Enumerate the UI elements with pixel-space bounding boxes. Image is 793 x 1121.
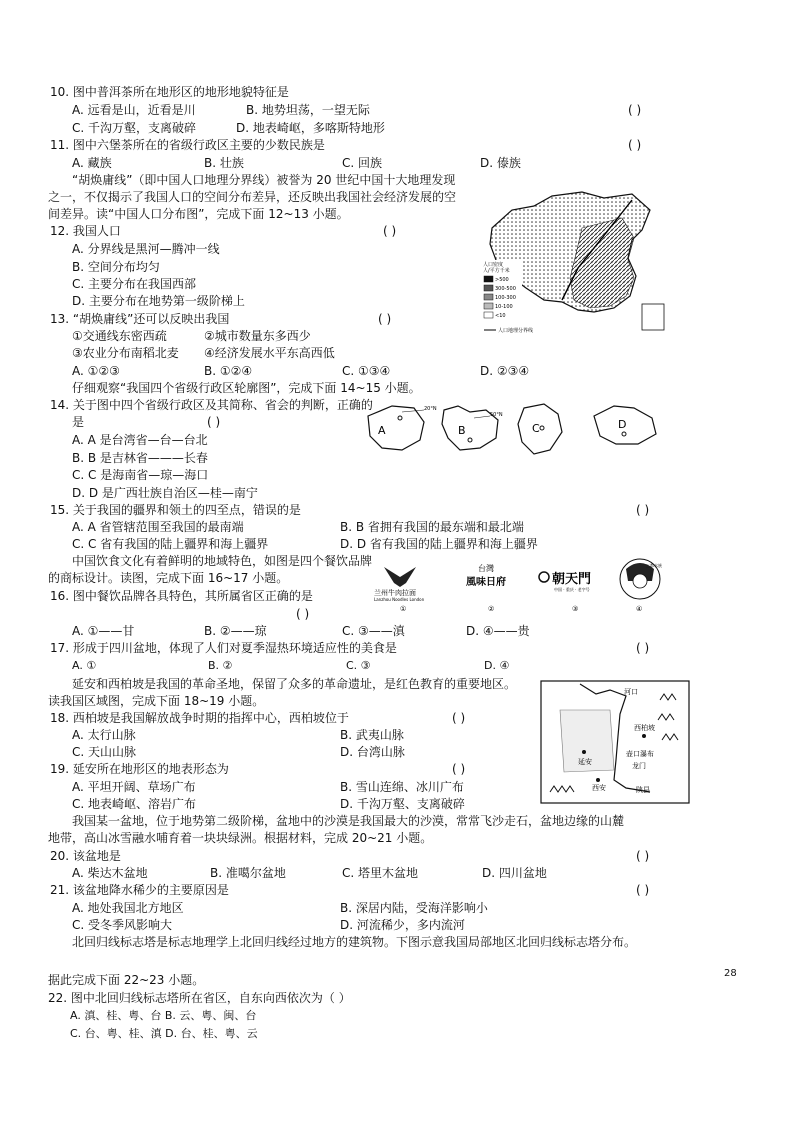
logo4-num: ④	[636, 605, 643, 613]
text-line: 10. 图中普洱茶所在地形区的地形地貌特征是	[50, 85, 289, 99]
text-line: C. ③	[346, 659, 371, 672]
text-line: D. D 是广西壮族自治区—桂—南宁	[72, 486, 258, 500]
logo4-face	[633, 574, 647, 588]
label-xian: 西安	[592, 784, 606, 792]
text-line: C. 受冬季风影响大	[72, 918, 173, 932]
answer-bracket: ( )	[636, 503, 650, 517]
legend-label: 100-300	[495, 295, 516, 301]
answer-bracket: ( )	[207, 415, 221, 429]
xibaipo-point	[642, 734, 646, 738]
text-line: ①交通线东密西疏	[72, 329, 167, 343]
logo1-num: ①	[400, 605, 407, 613]
text-line: A. 远看是山，近看是川	[72, 103, 196, 117]
text-line: B. 武夷山脉	[340, 728, 404, 742]
text-line: A. 地处我国北方地区	[72, 901, 184, 915]
text-line: D. ④	[484, 659, 510, 672]
text-line: ②城市数量东多西少	[204, 329, 311, 343]
label-d: D	[618, 418, 627, 431]
text-line: C. 回族	[342, 156, 383, 170]
region-map-figure	[540, 680, 690, 804]
label-b: B	[458, 424, 466, 437]
text-line: 17. 形成于四川盆地，体现了人们对夏季湿热环境适应性的美食是	[50, 641, 397, 655]
label-xibaipo: 西柏坡	[634, 724, 655, 732]
text-line: C. 天山山脉	[72, 745, 137, 759]
text-line: C. 台、粤、桂、滇 D. 台、桂、粤、云	[70, 1027, 258, 1040]
text-line: A. 柴达木盆地	[72, 866, 148, 880]
text-line: C. 千沟万壑，支离破碎	[72, 121, 197, 135]
label-hekou: 河口	[624, 688, 638, 696]
logo1-text: 兰州牛肉拉面	[374, 589, 416, 597]
text-line: D. 主要分布在地势第一级阶梯上	[72, 294, 245, 308]
lat-a: 20°N	[424, 406, 437, 412]
text-line: 14. 关于图中四个省级行政区及其简称、省会的判断，正确的	[50, 398, 373, 412]
text-line: 仔细观察“我国四个省级行政区轮廓图”，完成下面 14~15 小题。	[72, 381, 421, 395]
text-line: A. 滇、桂、粤、台 B. 云、粤、闽、台	[70, 1009, 257, 1022]
text-line: B. ②——琼	[204, 624, 267, 638]
line-label: 人口地理分界线	[498, 328, 534, 334]
text-line: ③农业分布南稻北麦	[72, 346, 179, 360]
text-line: 20. 该盆地是	[50, 849, 121, 863]
text-line: A. 藏族	[72, 156, 112, 170]
answer-bracket: ( )	[636, 883, 650, 897]
province-outlines	[362, 398, 662, 460]
page-number: 28	[724, 968, 737, 979]
text-line: B. 准噶尔盆地	[210, 866, 286, 880]
answer-bracket: ( )	[452, 762, 466, 776]
text-line: 间差异。读“中国人口分布图”，完成下面 12~13 小题。	[48, 207, 349, 221]
text-line: A. A 是台湾省—台—台北	[72, 433, 208, 447]
text-line: 15. 关于我国的疆界和领土的四至点，错误的是	[50, 503, 301, 517]
lat-b: 50°N	[490, 412, 503, 418]
logo2-top: 台灣	[478, 564, 494, 573]
text-line: D. 千沟万壑、支离破碎	[340, 797, 465, 811]
text-line: B. ②	[208, 659, 233, 672]
text-line: B. 深居内陆，受海洋影响小	[340, 901, 488, 915]
answer-bracket: ( )	[628, 138, 642, 152]
text-line: D. D 省有我国的陆上疆界和海上疆界	[340, 537, 538, 551]
answer-bracket: ( )	[628, 103, 642, 117]
text-line: 的商标设计。读图，完成下面 16~17 小题。	[48, 571, 289, 585]
text-line: A. ①	[72, 659, 97, 672]
legend-swatch	[484, 303, 493, 309]
logo2-text: 風味日府	[466, 577, 506, 588]
answer-bracket: ( )	[383, 224, 397, 238]
text-line: D. ④——贵	[466, 624, 530, 638]
legend-swatch	[484, 312, 493, 318]
text-line: 18. 西柏坡是我国解放战争时期的指挥中心，西柏坡位于	[50, 711, 349, 725]
text-line: “胡焕庸线”（即中国人口地理分界线）被誉为 20 世纪中国十大地理发现	[72, 173, 456, 187]
text-line: A. A 省管辖范围至我国的最南端	[72, 520, 244, 534]
legend-swatch	[484, 294, 493, 300]
label-shanxian: 陕县	[636, 786, 650, 794]
text-line: 12. 我国人口	[50, 224, 121, 238]
text-line: ④经济发展水平东高西低	[204, 346, 335, 360]
south-sea-inset	[642, 304, 664, 330]
text-line: 13. “胡焕庸线”还可以反映出我国	[50, 312, 230, 326]
text-line: B. ①②④	[204, 364, 253, 378]
yanan-point	[582, 750, 586, 754]
text-line: B. 壮族	[204, 156, 244, 170]
legend-label: 300-500	[495, 286, 516, 292]
restaurant-logos	[364, 553, 664, 613]
text-line: C. 地表崎岖、溶岩广布	[72, 797, 197, 811]
text-line: 22. 图中北回归线标志塔所在省区，自东向西依次为（ ）	[48, 991, 351, 1005]
logo2-num: ②	[488, 605, 495, 613]
text-line: 19. 延安所在地形区的地表形态为	[50, 762, 229, 776]
label-c: C	[532, 422, 540, 435]
answer-bracket: ( )	[452, 711, 466, 725]
legend-swatch	[484, 285, 493, 291]
text-line: A. 太行山脉	[72, 728, 136, 742]
text-line: D. 河流稀少，多内流河	[340, 918, 465, 932]
label-hukou: 壶口瀑布	[626, 750, 654, 758]
xian-point	[596, 778, 600, 782]
text-line: C. ①③④	[342, 364, 391, 378]
logo3-text: 朝天門	[552, 572, 592, 587]
text-line: B. 空间分布均匀	[72, 260, 160, 274]
text-line: D. 四川盆地	[482, 866, 547, 880]
text-line: D. ②③④	[480, 364, 530, 378]
label-a: A	[378, 424, 386, 437]
logo4-text: 三都水族	[646, 563, 662, 568]
text-line: 读我国区域图，完成下面 18~19 小题。	[48, 694, 265, 708]
text-line: A. 分界线是黑河—腾冲一线	[72, 242, 220, 256]
region-map	[540, 680, 690, 804]
text-line: 16. 图中餐饮品牌各具特色，其所属省区正确的是	[50, 589, 313, 603]
text-line: D. 傣族	[480, 156, 521, 170]
text-line: B. B 省拥有我国的最东端和最北端	[340, 520, 524, 534]
text-line: D. 台湾山脉	[340, 745, 405, 759]
logo3-swirl-icon	[539, 572, 549, 582]
text-line: 11. 图中六堡茶所在的省级行政区主要的少数民族是	[50, 138, 325, 152]
population-map-figure	[482, 188, 667, 336]
answer-bracket: ( )	[378, 312, 392, 326]
text-line: D. 地表崎岖，多喀斯特地形	[236, 121, 385, 135]
label-longmen: 龙门	[632, 762, 646, 770]
legend-unit: 人/平方千米	[483, 268, 510, 274]
text-line: 延安和西柏坡是我国的革命圣地，保留了众多的革命遗址，是红色教育的重要地区。	[72, 677, 517, 691]
china-population-map	[482, 188, 667, 336]
text-line: B. B 是吉林省———长春	[72, 451, 208, 465]
text-line: B. 地势坦荡，一望无际	[246, 103, 370, 117]
text-line: 据此完成下面 22~23 小题。	[48, 973, 205, 987]
logo3-num: ③	[572, 605, 579, 613]
text-line: 之一，不仅揭示了我国人口的空间分布差异，还反映出我国社会经济发展的空	[48, 190, 457, 204]
text-line: 地带，高山冰雪融水哺育着一块块绿洲。根据材料，完成 20~21 小题。	[48, 831, 433, 845]
text-line: B. 雪山连绵、冰川广布	[340, 780, 464, 794]
legend-label: <10	[495, 313, 506, 319]
label-yanan: 延安	[578, 758, 592, 766]
text-line: C. 塔里木盆地	[342, 866, 419, 880]
answer-bracket: ( )	[296, 607, 310, 621]
legend-label: 10-100	[495, 304, 513, 310]
legend-swatch	[484, 276, 493, 282]
text-line: A. ①——甘	[72, 624, 135, 638]
text-line: C. C 是海南省—琼—海口	[72, 468, 209, 482]
answer-bracket: ( )	[636, 641, 650, 655]
text-line: 我国某一盆地，位于地势第二级阶梯，盆地中的沙漠是我国最大的沙漠，常常飞沙走石，盆地边缘的山麓	[72, 814, 625, 828]
restaurant-logos-figure	[364, 553, 664, 613]
text-line: A. ①②③	[72, 364, 120, 378]
text-line: C. 主要分布在我国西部	[72, 277, 197, 291]
text-line: 北回归线标志塔是标志地理学上北回归线经过地方的建筑物。下图示意我国局部地区北回归线标志塔分布。	[72, 935, 637, 949]
legend-title: 人口密度	[483, 262, 504, 268]
logo1-bowl-icon	[384, 567, 416, 587]
logo3-sub: 中国 · 重庆 · 老字号	[554, 587, 590, 592]
text-line: C. ③——滇	[342, 624, 405, 638]
province-outlines-figure	[362, 398, 662, 460]
text-line: 中国饮食文化有着鲜明的地域特色，如图是四个餐饮品牌	[72, 554, 373, 568]
answer-bracket: ( )	[636, 849, 650, 863]
legend-label: >500	[495, 277, 509, 283]
text-line: A. 平坦开阔、草场广布	[72, 780, 196, 794]
text-line: 21. 该盆地降水稀少的主要原因是	[50, 883, 229, 897]
text-line: 是	[72, 415, 85, 429]
text-line: C. C 省有我国的陆上疆界和海上疆界	[72, 537, 269, 551]
logo1-sub: Lanzhou Noodles London	[374, 597, 425, 602]
province-a-shape	[368, 406, 424, 450]
